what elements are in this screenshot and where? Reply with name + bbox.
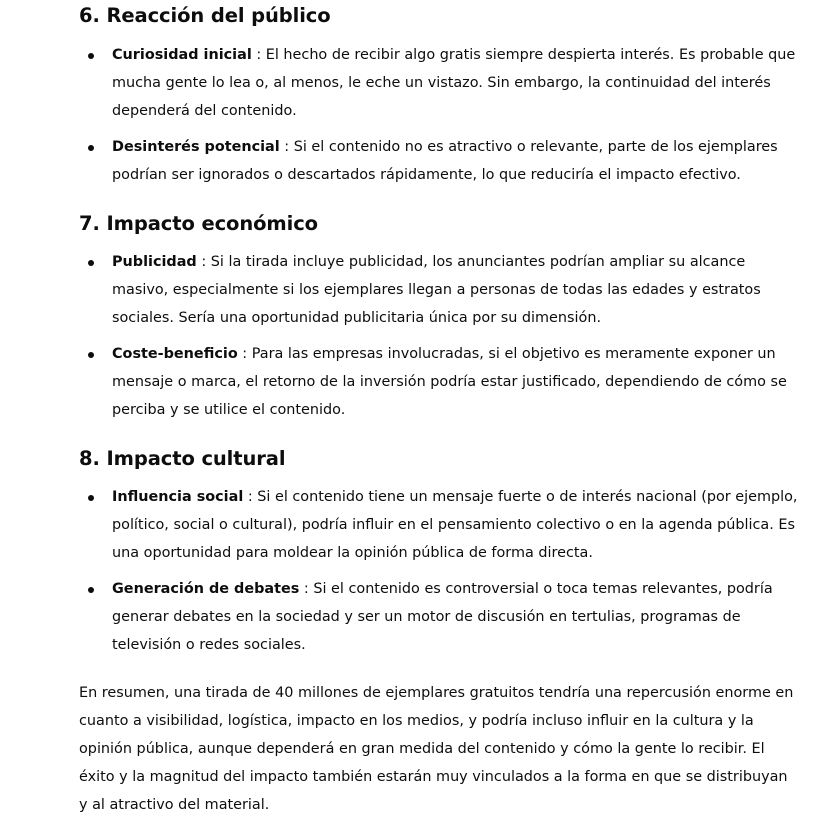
list-item (79, 41, 799, 125)
item-text: : Si la tirada incluye publicidad, los anunciantes podrían ampliar su alcance masivo, especialmente si los ejemplares llegan a personas de todas las edades y estratos sociales. Sería una oportunidad publicitaria única por su dimensión. (112, 254, 761, 326)
item-term: Generación de debates (112, 581, 300, 597)
item-term: Coste-beneficio (112, 346, 238, 362)
item-text: : Para las empresas involucradas, si el objetivo es meramente exponer un mensaje o marca, el retorno de la inversión podría estar justificado, dependiendo de cómo se perciba y se utilice el contenido. (112, 346, 787, 418)
item-term: Curiosidad inicial (112, 47, 252, 63)
item-text: : Si el contenido no es atractivo o relevante, parte de los ejemplares podrían ser ignorados o descartados rápidamente, lo que reduciría el impacto efectivo. (112, 139, 778, 183)
summary-paragraph: En resumen, una tirada de 40 millones de ejemplares gratuitos tendría una repercusión enorme en cuanto a visibilidad, logística, impacto en los medios, y podría incluso influir en la cultura y la opinión pública, aunque dependerá en gran medida del contenido y cómo la gente lo recibir. El éxito y la magnitud del impacto también estarán muy vinculados a la forma en que se distribuyan y al atractivo del material. (79, 685, 794, 813)
item-text: : Si el contenido es controversial o toca temas relevantes, podría generar debates en la sociedad y ser un motor de discusión en tertulias, programas de televisión o redes sociales. (112, 581, 773, 653)
item-term: Influencia social (112, 489, 244, 505)
section-list (79, 248, 799, 424)
section-heading-impacto-economico (79, 212, 799, 236)
section-list (79, 41, 799, 189)
item-term: Desinterés potencial (112, 139, 280, 155)
item-term: Publicidad (112, 254, 197, 270)
section-number: 7. (79, 212, 100, 235)
list-item (79, 340, 799, 424)
section-heading-impacto-cultural (79, 447, 799, 471)
section-list (79, 483, 799, 659)
section-title: Reacción del público (106, 4, 331, 27)
list-item (79, 483, 799, 567)
section-number: 6. (79, 4, 100, 27)
document-content (79, 0, 799, 819)
item-text: : El hecho de recibir algo gratis siempre despierta interés. Es probable que mucha gente lo lea o, al menos, le eche un vistazo. Sin embargo, la continuidad del interés dependerá del contenido. (112, 47, 796, 119)
list-item (79, 248, 799, 332)
list-item (79, 133, 799, 189)
section-heading-reaccion-publico (79, 4, 799, 28)
section-number: 8. (79, 447, 100, 470)
section-title: Impacto económico (106, 212, 318, 235)
list-item (79, 575, 799, 659)
item-text: : Si el contenido tiene un mensaje fuerte o de interés nacional (por ejemplo, político, social o cultural), podría influir en el pensamiento colectivo o en la agenda pública. Es una oportunidad para moldear la opinión pública de forma directa. (112, 489, 798, 561)
section-title: Impacto cultural (106, 447, 286, 470)
